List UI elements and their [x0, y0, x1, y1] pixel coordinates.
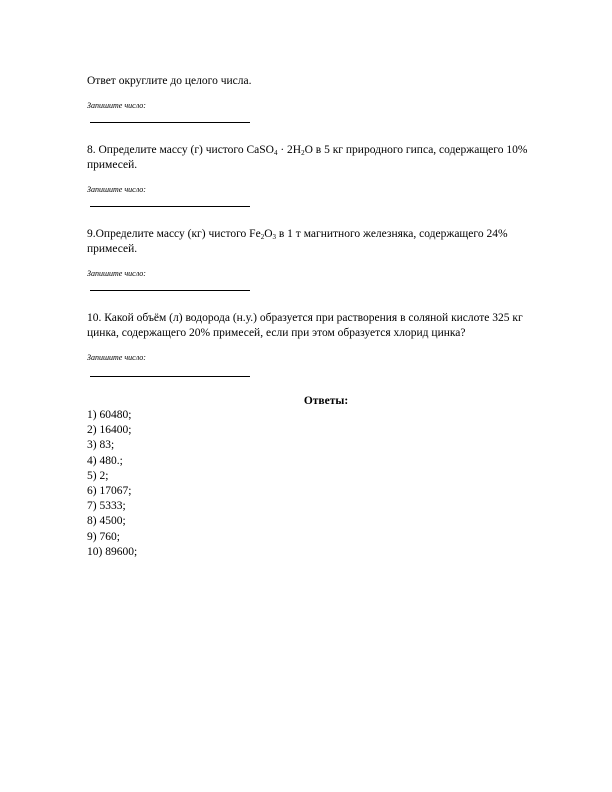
question-8-text-b: · 2H — [277, 144, 302, 156]
answers-list — [87, 408, 137, 560]
answer-item: 5) 2; — [87, 469, 109, 482]
question-9-line-2: примесей. — [87, 243, 138, 255]
answer-hint: Запишите число: — [87, 101, 146, 110]
answer-hint: Запишите число: — [87, 353, 146, 362]
answer-item: 2) 16400; — [87, 424, 132, 437]
intro-text: Ответ округлите до целого числа. — [87, 75, 252, 87]
question-10-line-1: 10. Какой объём (л) водорода (н.у.) образуется при растворения в соляной кислоте 325 кг — [87, 312, 523, 324]
question-8-text-a: 8. Определите массу (г) чистого CaSO — [87, 144, 274, 156]
question-10-line-2: цинка, содержащего 20% примесей, если при этом образуется хлорид цинка? — [87, 327, 466, 339]
question-9-line-1 — [87, 227, 508, 241]
answer-hint: Запишите число: — [87, 269, 146, 278]
question-9-text-b: O — [264, 228, 273, 240]
answer-item: 9) 760; — [87, 530, 120, 543]
answer-item: 6) 17067; — [87, 485, 132, 498]
answer-item: 3) 83; — [87, 439, 115, 452]
question-9-sub-b: 3 — [272, 233, 276, 241]
question-8-sub-b: 2 — [301, 149, 305, 157]
answer-item: 4) 480.; — [87, 454, 123, 467]
question-8-sub-a: 4 — [273, 149, 278, 157]
question-9-sub-a: 2 — [260, 233, 265, 241]
answers-heading: Ответы: — [303, 395, 349, 407]
question-8-line-1 — [87, 143, 527, 157]
answer-item: 8) 4500; — [87, 515, 126, 528]
answer-hint: Запишите число: — [87, 185, 146, 194]
answer-input-line[interactable] — [90, 206, 250, 207]
answer-input-line[interactable] — [90, 376, 250, 377]
question-8-line-2: примесей. — [87, 159, 138, 171]
answer-item: 7) 5333; — [87, 500, 126, 513]
answer-item: 10) 89600; — [87, 545, 138, 558]
answer-input-line[interactable] — [90, 122, 250, 123]
answer-input-line[interactable] — [90, 290, 250, 291]
question-9-text-c: в 1 т магнитного железняка, содержащего 24% — [276, 228, 508, 240]
answer-item: 1) 60480; — [87, 409, 132, 421]
question-9-text-a: 9.Определите массу (кг) чистого Fe — [87, 228, 261, 240]
question-8-text-c: O в 5 кг природного гипса, содержащего 10% — [304, 144, 528, 156]
